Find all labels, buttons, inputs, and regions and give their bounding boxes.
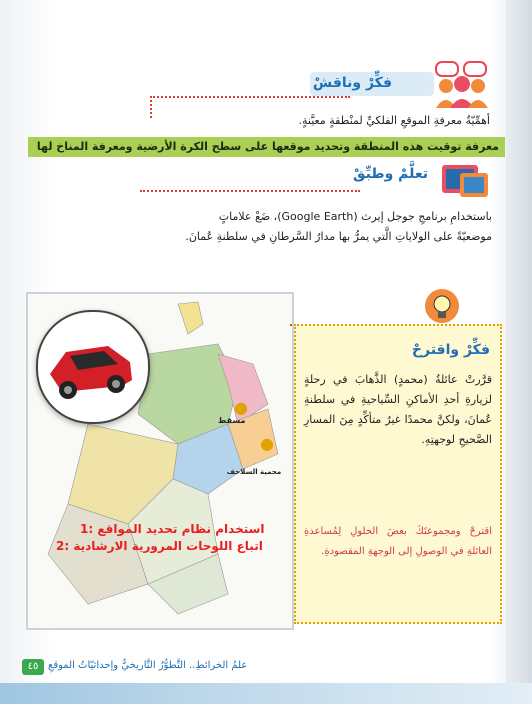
think-suggest-prompt: اقترحْ ومجموعتَكَ بعضَ الحلولِ لِمُساعدةِ العائلةِ في الوصولِ إلى الوجهةِ المقصودةِ. <box>304 526 492 557</box>
footer-title: علمُ الخرائطِ.. التَّطوُّرُ التَّاريخيُّ وإحداثيّاتُ الموقعِ <box>48 660 248 671</box>
answer-line-2: 2: اتباع اللوحات المرورية الارشادية <box>56 539 263 553</box>
page-number: ٤٥ <box>22 659 44 675</box>
bottom-band <box>0 683 532 704</box>
oman-map <box>26 292 294 630</box>
dotted-line <box>140 190 360 192</box>
think-discuss-title: فكِّرْ وناقشْ <box>312 75 392 91</box>
think-suggest-title: فكِّرْ واقترحْ <box>411 342 490 358</box>
page-edge <box>506 0 532 704</box>
learn-apply-text-1: باستخدامِ برنامجِ جوجل إيرث (Google Earth)، ضَعْ علاماتٍ <box>218 210 492 223</box>
map-label-muscat: مسقط <box>218 416 246 425</box>
think-discuss-text: أهمِّيّةُ معرفةِ الموقعِ الفلكيِّ لمنْطقةٍ معيَّنةٍ. <box>298 114 490 127</box>
lightbulb-head-icon <box>420 286 466 328</box>
car-icon <box>38 312 144 418</box>
dotted-line <box>150 96 350 98</box>
car-circle <box>36 310 150 424</box>
answer-highlight: معرفة توقيت هذه المنطقة وتحديد موقعها على سطح الكرة الأرضية ومعرفة المناخ لها <box>28 137 505 157</box>
think-discuss-icon <box>432 60 492 110</box>
map-pin-icon: ● <box>234 398 248 417</box>
map-label-sultan: محمية السلاحف <box>226 468 282 476</box>
think-suggest-paragraph: قرَّرتْ عائلةُ (محمدٍ) الذَّهابَ في رحلةٍ لزيارةِ أحدِ الأماكنِ السِّياحيةِ في سلطنةِ عُمانَ، ولكنَّ محمدًا غيرُ متأكِّدٍ مِنَ المسارِ الصَّحيحِ لوجهتِهِ. <box>304 373 492 446</box>
tablet-icon <box>436 161 492 201</box>
think-suggest-box <box>294 324 502 624</box>
learn-apply-text-2: موضعيّةً على الولاياتِ الَّتي يمرُّ بها مدارُ السَّرطانِ في سلطنةِ عُمانَ. <box>185 230 492 243</box>
learn-apply-title: تعلَّمْ وطبِّقْ <box>353 166 428 182</box>
answer-line-1: 1: استخدام نظام تحديد المواقع <box>80 522 265 536</box>
map-pin-icon: ● <box>260 434 274 453</box>
